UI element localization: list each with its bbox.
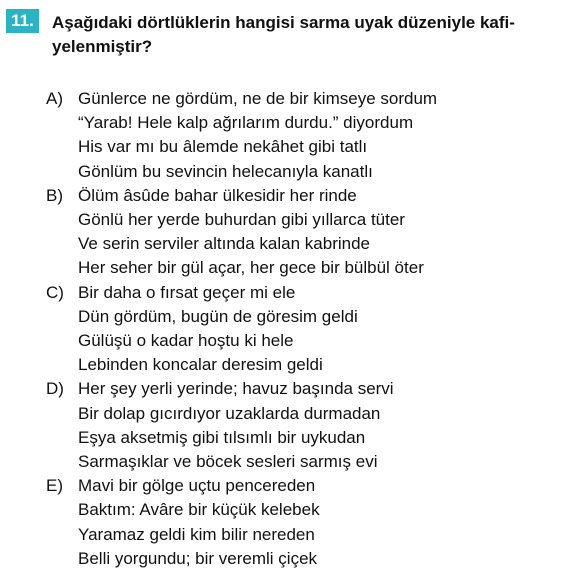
stanza-line: Dün gördüm, bugün de göresim geldi (78, 306, 358, 326)
stanza-line: Ve serin serviler altında kalan kabrinde (78, 234, 370, 254)
stanza-line: Yaramaz geldi kim bilir nereden (78, 524, 315, 544)
stanza-line: Bir daha o fırsat geçer mi ele (78, 282, 296, 302)
option-b[interactable] (46, 184, 546, 281)
stanza-line: His var mı bu âlemde nekâhet gibi tatlı (78, 137, 368, 157)
stanza-line: Her seher bir gül açar, her gece bir bülbül öter (78, 258, 424, 278)
option-letter: C) (46, 282, 64, 302)
option-a[interactable] (46, 87, 546, 184)
stanza-line: Gönlüm bu sevincin helecanıyla kanatlı (78, 161, 373, 181)
option-stanza (78, 87, 546, 184)
option-letter: B) (46, 185, 63, 205)
stanza-line: Ölüm âsûde bahar ülkesidir her rinde (78, 185, 357, 205)
stanza-line: Belli yorgundu; bir veremli çiçek (78, 548, 318, 568)
answer-options (46, 87, 546, 571)
stanza-line: “Yarab! Hele kalp ağrılarım durdu.” diyordum (78, 113, 414, 133)
question-stem-line: Aşağıdaki dörtlüklerin hangisi sarma uyak düzeniyle kafi- (52, 13, 515, 32)
stanza-line: Lebinden koncalar deresim geldi (78, 355, 323, 375)
question-stem (52, 11, 552, 59)
stanza-line: Gülüşü o kadar hoştu ki hele (78, 331, 294, 351)
stanza-line: Bir dolap gıcırdıyor uzaklarda durmadan (78, 403, 381, 423)
stanza-line: Gönlü her yerde buhurdan gibi yıllarca tüter (78, 210, 405, 230)
option-e[interactable] (46, 474, 546, 571)
stanza-line: Günlerce ne gördüm, ne de bir kimseye sordum (78, 89, 438, 108)
option-letter: D) (46, 379, 64, 399)
option-stanza (78, 184, 546, 281)
option-stanza (78, 474, 546, 571)
stanza-line: Eşya aksetmiş gibi tılsımlı bir uykudan (78, 427, 366, 447)
option-letter: E) (46, 476, 63, 496)
stanza-line: Mavi bir gölge uçtu pencereden (78, 476, 316, 496)
stanza-line: Sarmaşıklar ve böcek sesleri sarmış evi (78, 452, 378, 472)
option-c[interactable] (46, 281, 546, 378)
option-stanza (78, 377, 546, 474)
question-number-badge: 11. (6, 9, 39, 33)
option-letter: A) (46, 89, 63, 108)
option-stanza (78, 281, 546, 378)
question-stem-line: yelenmiştir? (52, 37, 153, 56)
stanza-line: Baktım: Avâre bir küçük kelebek (78, 500, 320, 520)
option-d[interactable] (46, 377, 546, 474)
stanza-line: Her şey yerli yerinde; havuz başında servi (78, 379, 394, 399)
